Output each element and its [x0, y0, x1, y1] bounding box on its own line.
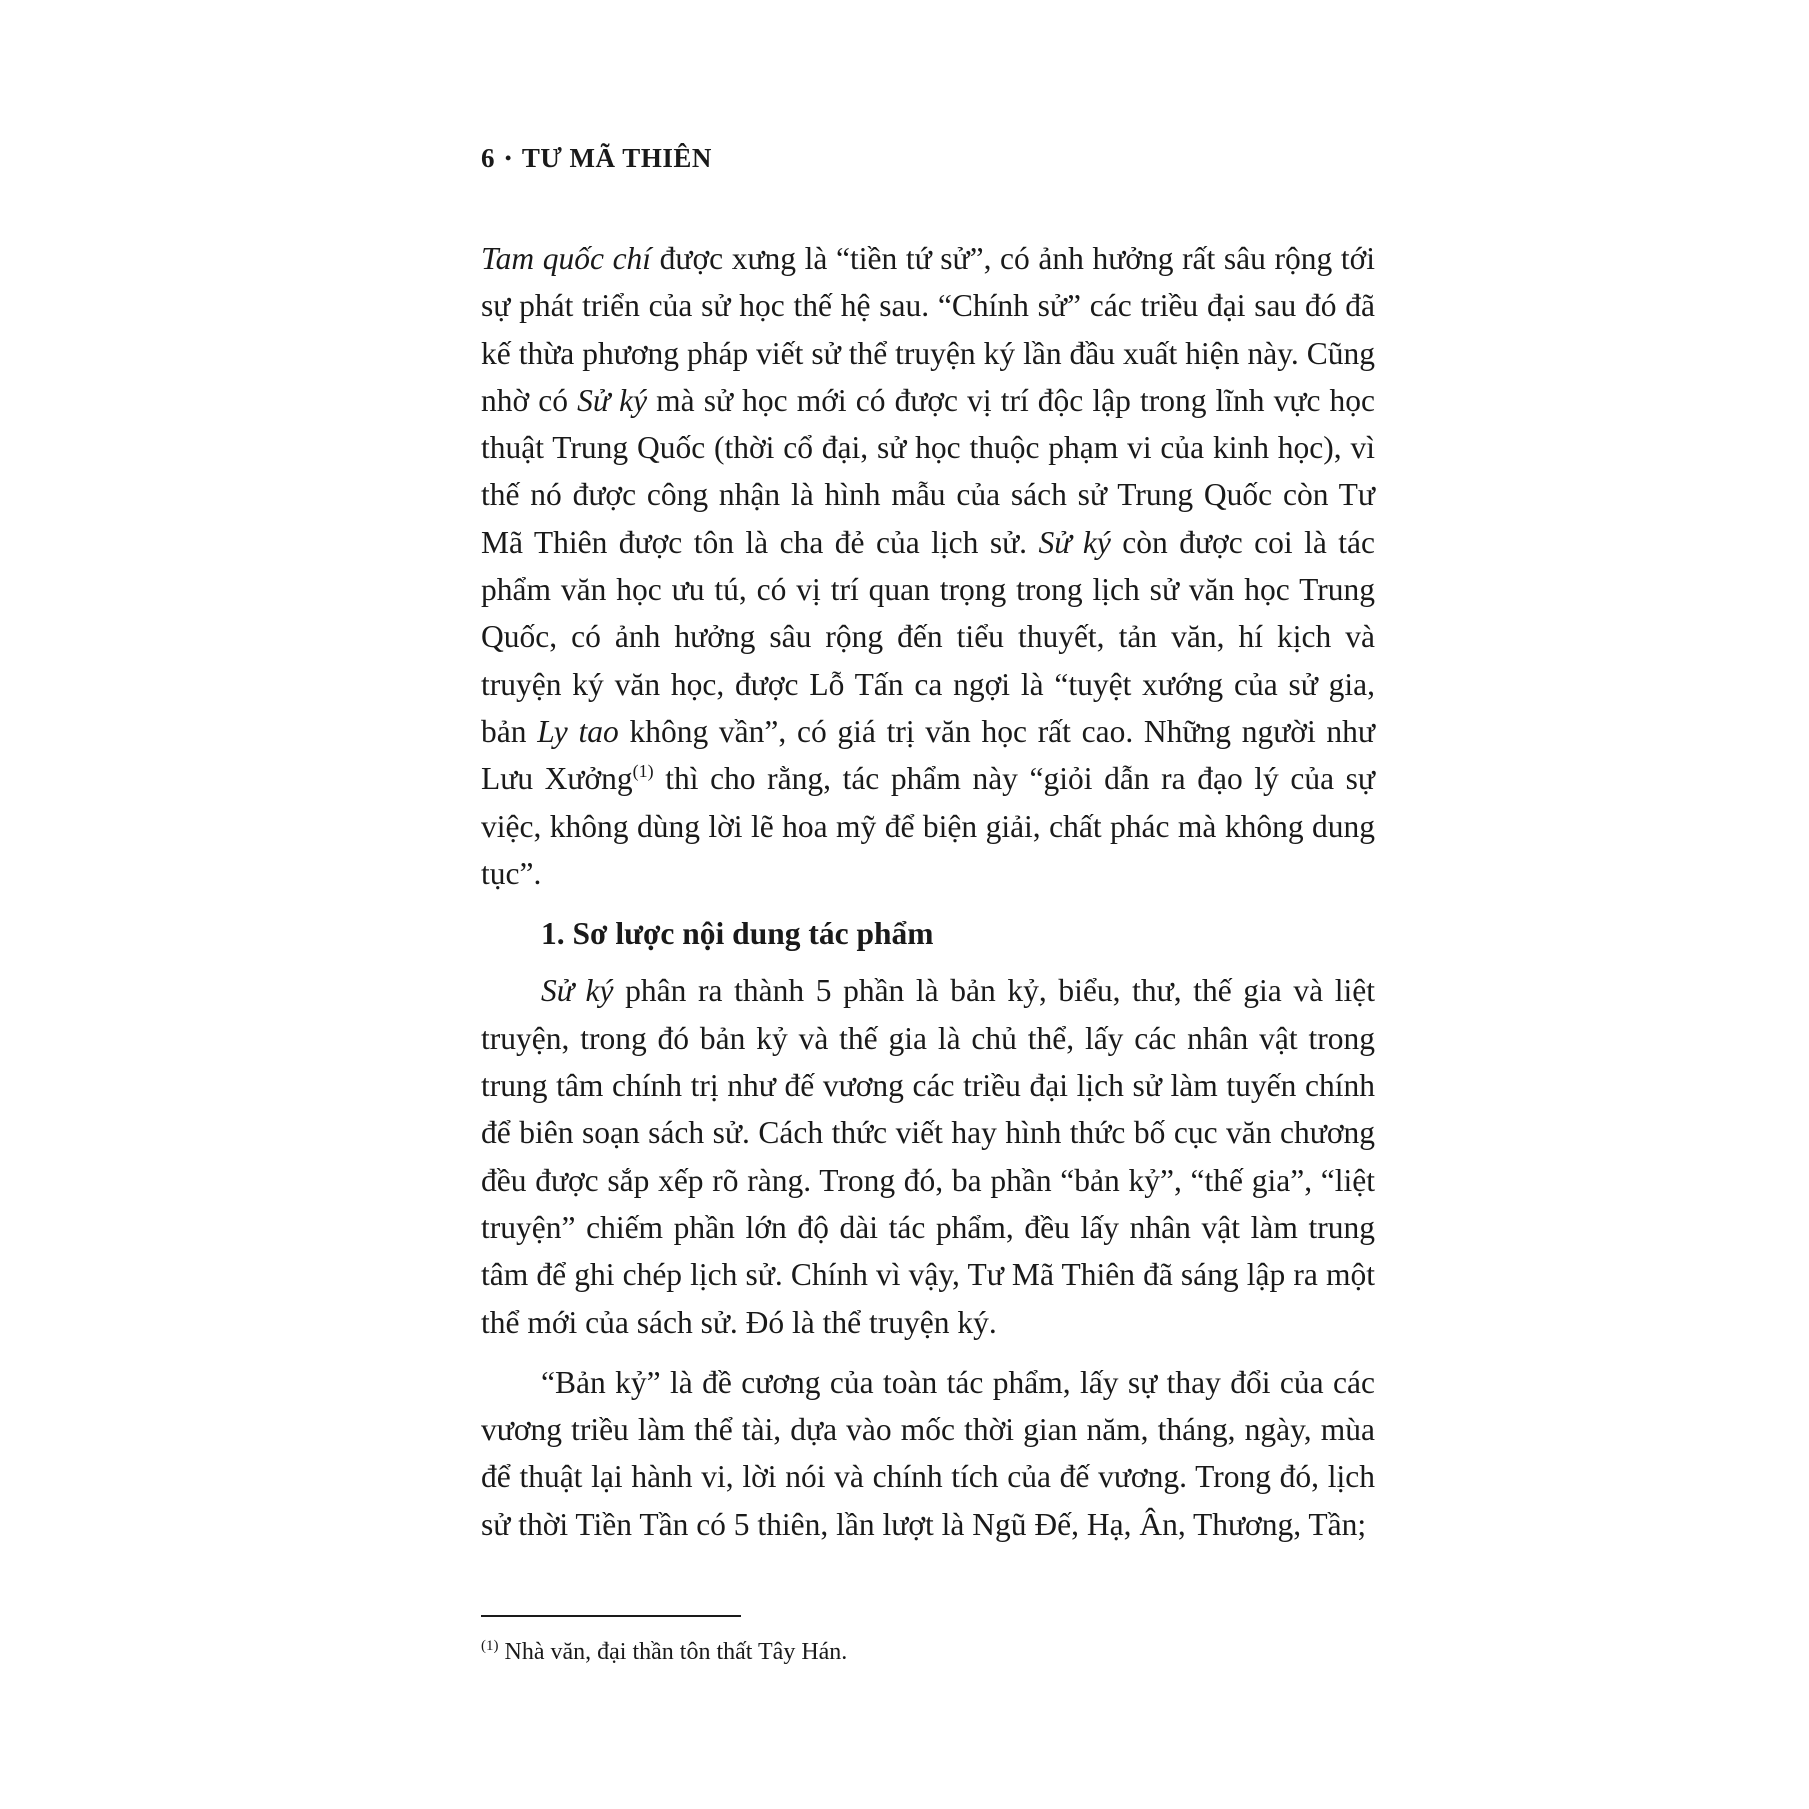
book-title-italic: Sử ký — [1038, 524, 1111, 560]
paragraph-continued — [481, 235, 1375, 897]
page-number: 6 — [481, 143, 495, 173]
footnote — [481, 1636, 847, 1668]
text-run: được xưng là “tiền tứ sử”, có ảnh hưởng rất sâu rộng tới sự phát triển của sử học thế hệ sau. “Chính sử” các triều đại sau đó đã kế thừa phương pháp viết sử thể truyện ký lần đầu xuất hiện này. Cũng nhờ có — [481, 241, 1375, 418]
footnote-marker: (1) — [481, 1638, 499, 1654]
book-title-italic: Sử ký — [541, 973, 614, 1009]
paragraph: “Bản kỷ” là đề cương của toàn tác phẩm, lấy sự thay đổi của các vương triều làm thể tài, dựa vào mốc thời gian năm, tháng, ngày, mùa để thuật lại hành vi, lời nói và chính tích của đế vương. Trong đó, lịch sử thời Tiền Tần có 5 thiên, lần lượt là Ngũ Đế, Hạ, Ân, Thương, Tần; — [481, 1364, 1375, 1542]
text-run: phân ra thành 5 phần là bản kỷ, biểu, thư, thế gia và liệt truyện, trong đó bản kỷ và thế gia là chủ thể, lấy các nhân vật trong trung tâm chính trị như đế vương các triều đại lịch sử làm tuyến chính để biên soạn sách sử. Cách thức viết hay hình thức bố cục văn chương đều được sắp xếp rõ ràng. Trong đó, ba phần “bản kỷ”, “thế gia”, “liệt truyện” chiếm phần lớn độ dài tác phẩm, đều lấy nhân vật làm trung tâm để ghi chép lịch sử. Chính vì vậy, Tư Mã Thiên đã sáng lập ra một thể mới của sách sử. Đó là thể truyện ký. — [481, 973, 1375, 1340]
book-title-italic: Ly tao — [537, 713, 619, 749]
header-separator: • — [505, 148, 512, 168]
running-header — [481, 143, 712, 174]
section-heading: 1. Sơ lược nội dung tác phẩm — [541, 916, 934, 952]
text-run: thì cho rằng, tác phẩm này “giỏi dẫn ra đạo lý của sự việc, không dùng lời lẽ hoa mỹ để biện giải, chất phác mà không dung tục”. — [481, 761, 1375, 891]
book-title-italic: Sử ký — [577, 382, 648, 418]
paragraph — [481, 967, 1375, 1345]
body-text — [481, 235, 1375, 1548]
text-run: không vần”, có giá trị văn học rất cao. Những người như Lưu Xưởng — [481, 713, 1375, 797]
book-page — [481, 0, 1375, 1809]
footnote-text: Nhà văn, đại thần tôn thất Tây Hán. — [498, 1639, 848, 1665]
text-run: mà sử học mới có được vị trí độc lập trong lĩnh vực học thuật Trung Quốc (thời cổ đại, sử học thuộc phạm vi của kinh học), vì thế nó được công nhận là hình mẫu của sách sử Trung Quốc còn Tư Mã Thiên được tôn là cha đẻ của lịch sử. — [481, 382, 1376, 560]
footnote-divider — [481, 1615, 741, 1617]
text-run: còn được coi là tác phẩm văn học ưu tú, có vị trí quan trọng trong lịch sử văn học Trung Quốc, có ảnh hưởng sâu rộng đến tiểu thuyết, tản văn, hí kịch và truyện ký văn học, được Lỗ Tấn ca ngợi là “tuyệt xướng của sử gia, bản — [481, 524, 1375, 749]
book-title-italic: Tam quốc chí — [481, 241, 652, 276]
footnote-reference[interactable]: (1) — [632, 761, 654, 782]
running-title: TƯ MÃ THIÊN — [521, 143, 712, 173]
